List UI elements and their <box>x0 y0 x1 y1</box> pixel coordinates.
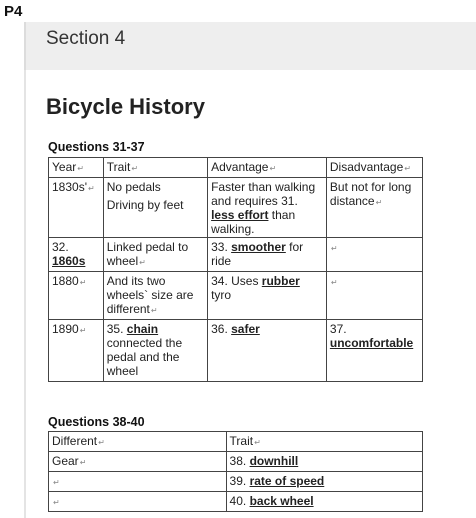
table-row <box>49 178 423 238</box>
table-header-row <box>49 158 423 178</box>
page-label: P4 <box>4 3 23 20</box>
table-row <box>49 320 423 382</box>
cell-trait <box>103 178 207 238</box>
answer-34: rubber <box>261 274 300 288</box>
table-row <box>49 472 423 492</box>
cell-trait <box>226 452 422 472</box>
advantage-text: than walking. <box>211 208 296 236</box>
content-area <box>24 70 476 518</box>
header-trait: Trait ↵ <box>103 158 207 178</box>
cell-year <box>49 238 104 272</box>
answer-36: safer <box>231 322 260 336</box>
table-row <box>49 492 423 512</box>
header-year: Year ↵ <box>49 158 104 178</box>
answer-40: back wheel <box>249 494 314 508</box>
cell-year: 1830s' ↵ <box>49 178 104 238</box>
answer-37: uncomfortable <box>329 336 414 350</box>
header-advantage: Advantage ↵ <box>208 158 327 178</box>
question-number: 32. <box>52 240 69 254</box>
question-number: 37. <box>329 322 347 336</box>
cell-trait: And its two wheels` size are different ↵ <box>103 272 207 320</box>
cell-advantage <box>208 238 327 272</box>
advantage-text: 34. Uses <box>211 274 259 288</box>
answer-35: chain <box>126 322 159 336</box>
advantage-text: Faster than walking and requires 31. <box>211 180 316 208</box>
cell-different <box>49 472 227 492</box>
table-questions-31-37 <box>48 157 423 382</box>
header-trait: Trait ↵ <box>226 432 422 452</box>
cell-advantage <box>208 178 327 238</box>
header-disadvantage: Disadvantage ↵ <box>326 158 422 178</box>
question-number: 36. <box>211 322 228 336</box>
table2-title: Questions 38-40 <box>48 415 145 429</box>
answer-32: 1860s <box>52 254 86 268</box>
cell-disadvantage <box>326 272 422 320</box>
cell-trait <box>226 472 422 492</box>
cell-trait: Linked pedal to wheel ↵ <box>103 238 207 272</box>
table-row <box>49 238 423 272</box>
question-number: 40. <box>229 494 247 508</box>
table-header-row <box>49 432 423 452</box>
answer-38: downhill <box>249 454 299 468</box>
cell-year: 1880 ↵ <box>49 272 104 320</box>
question-number: 35. <box>106 322 124 336</box>
cell-year: 1890 ↵ <box>49 320 104 382</box>
answer-31: less effort <box>211 208 269 222</box>
table1-title: Questions 31-37 <box>48 140 145 154</box>
question-number: 38. <box>229 454 247 468</box>
trait-text: connected the pedal and the wheel <box>106 336 183 378</box>
advantage-text: tyro <box>211 288 232 302</box>
section-header <box>24 22 476 70</box>
answer-39: rate of speed <box>249 474 325 488</box>
cell-trait <box>103 320 207 382</box>
question-number: 39. <box>229 474 247 488</box>
table-row <box>49 272 423 320</box>
answer-33: smoother <box>231 240 286 254</box>
cell-different <box>49 492 227 512</box>
cell-advantage <box>208 320 327 382</box>
cell-trait <box>226 492 422 512</box>
table-questions-38-40 <box>48 431 423 512</box>
section-title: Section 4 <box>46 28 126 49</box>
advantage-text: for ride <box>211 240 304 268</box>
cell-disadvantage <box>326 320 422 382</box>
cell-advantage <box>208 272 327 320</box>
table-row <box>49 452 423 472</box>
header-different: Different ↵ <box>49 432 227 452</box>
cell-different: Gear ↵ <box>49 452 227 472</box>
question-number: 33. <box>211 240 228 254</box>
cell-disadvantage: But not for long distance ↵ <box>326 178 422 238</box>
cell-disadvantage <box>326 238 422 272</box>
trait-line: Driving by feet <box>106 198 184 212</box>
trait-line: No pedals <box>106 180 161 194</box>
page-heading: Bicycle History <box>46 94 205 119</box>
